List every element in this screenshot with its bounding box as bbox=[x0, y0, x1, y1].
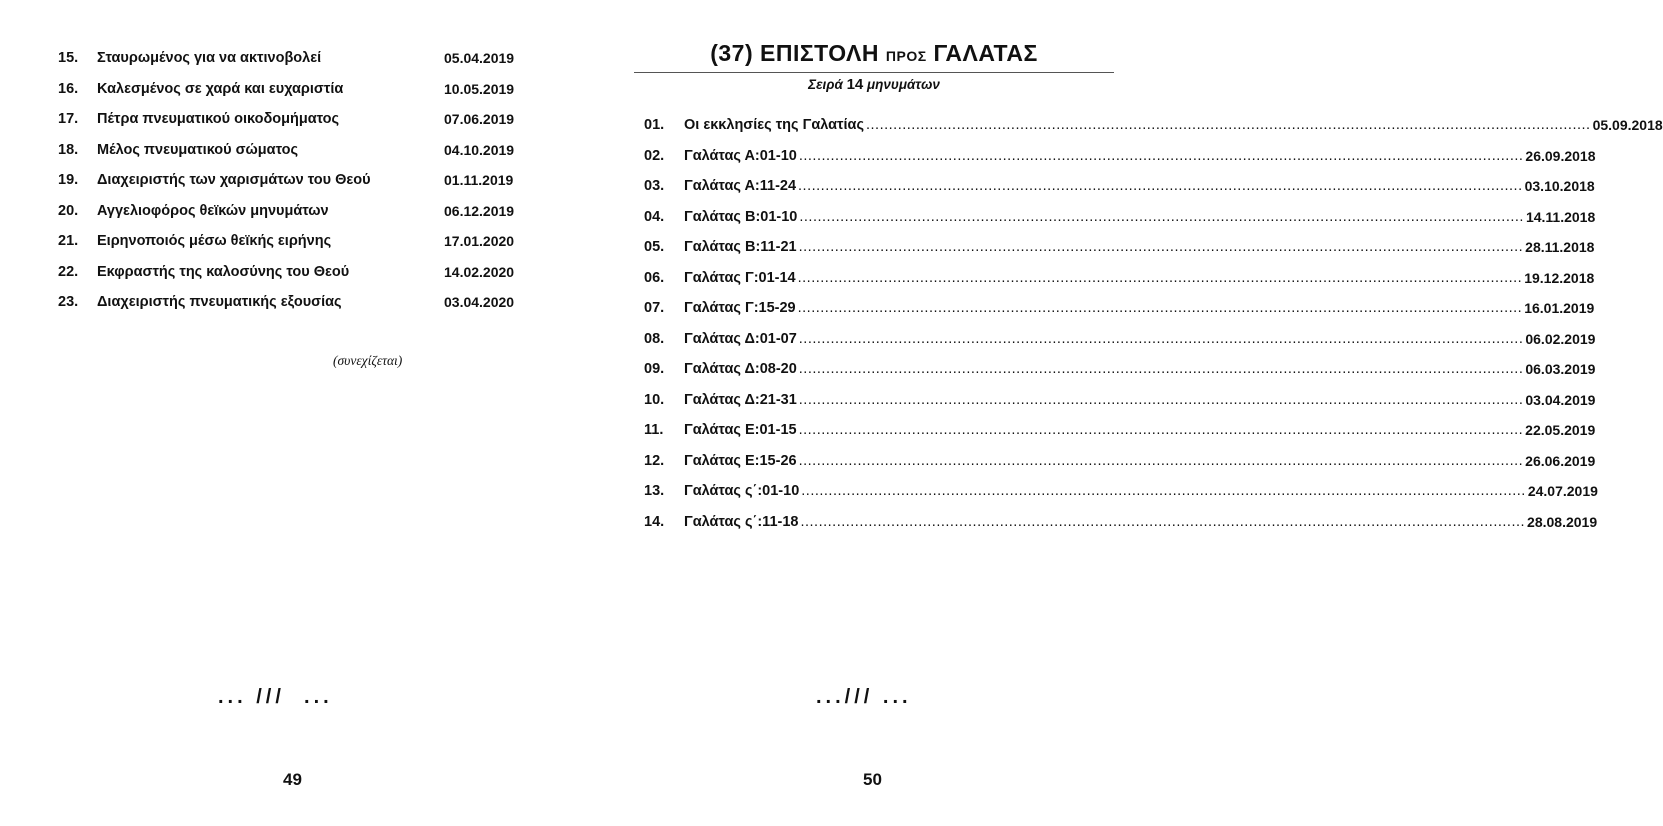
list-item bbox=[644, 236, 1595, 267]
item-date: 19.12.2018 bbox=[1524, 269, 1595, 286]
item-number: 22. bbox=[58, 263, 79, 280]
item-title: Γαλάτας ς΄:01-10 bbox=[684, 483, 800, 499]
item-date: 03.10.2018 bbox=[1524, 178, 1595, 194]
leader-dots: ................................................................................................................................................................ bbox=[798, 422, 1524, 438]
item-number: 03. bbox=[644, 178, 665, 194]
item-number: 23. bbox=[58, 294, 79, 310]
subtitle-suffix: μηνυμάτων bbox=[863, 77, 940, 92]
item-title: Εκφραστής της καλοσύνης του Θεού bbox=[97, 263, 350, 280]
leader-dots: ................................................................................................................................................................ bbox=[866, 117, 1591, 133]
item-title: Πέτρα πνευματικού οικοδομήματος bbox=[97, 111, 340, 127]
subtitle-prefix: Σειρά bbox=[808, 77, 847, 92]
item-date: 03.04.2020 bbox=[444, 294, 515, 310]
item-number: 17. bbox=[58, 111, 79, 127]
item-date: 01.11.2019 bbox=[444, 172, 514, 188]
leader-dots: ................................................................................................................................................................ bbox=[797, 269, 1523, 286]
leader-dots: ................................................................................................................................................................ bbox=[800, 513, 1526, 530]
item-title: Γαλάτας ς΄:11-18 bbox=[684, 513, 799, 530]
list-item bbox=[644, 145, 1596, 176]
item-title: Γαλάτας Δ:21-31 bbox=[684, 391, 797, 408]
item-number: 06. bbox=[644, 269, 665, 286]
item-date: 04.10.2019 bbox=[444, 141, 515, 158]
item-title: Καλεσμένος σε χαρά και ευχαριστία bbox=[97, 80, 344, 97]
item-date: 24.07.2019 bbox=[1527, 483, 1598, 499]
item-date: 05.09.2018 bbox=[1592, 117, 1663, 133]
item-entry bbox=[684, 358, 1596, 380]
leader-dots: ................................................................................................................................................................ bbox=[798, 361, 1524, 377]
item-title: Γαλάτας Ε:15-26 bbox=[684, 452, 797, 469]
list-item bbox=[644, 389, 1596, 420]
list-item bbox=[58, 291, 538, 322]
message-count: 14 bbox=[846, 76, 864, 93]
item-title: Οι εκκλησίες της Γαλατίας bbox=[684, 117, 864, 133]
item-date: 06.03.2019 bbox=[1525, 361, 1596, 377]
item-date: 16.01.2019 bbox=[1524, 300, 1595, 316]
item-title: Γαλάτας Β:11-21 bbox=[684, 239, 797, 255]
item-entry bbox=[684, 419, 1596, 441]
item-date: 07.06.2019 bbox=[444, 111, 515, 127]
item-entry bbox=[684, 328, 1596, 350]
leader-dots: ................................................................................................................................................................ bbox=[798, 178, 1523, 194]
item-title: Γαλάτας Α:11-24 bbox=[684, 178, 797, 194]
item-number: 16. bbox=[58, 80, 79, 97]
list-item bbox=[644, 114, 1663, 145]
item-number: 07. bbox=[644, 300, 665, 316]
list-item bbox=[58, 200, 538, 231]
item-number: 09. bbox=[644, 361, 665, 377]
title-divider bbox=[634, 72, 1114, 73]
item-number: 14. bbox=[644, 513, 665, 530]
leader-dots: ................................................................................................................................................................ bbox=[798, 391, 1524, 408]
title-suffix: ΓΑΛΑΤΑΣ bbox=[926, 40, 1038, 66]
section-separator: ... /// ... bbox=[218, 686, 333, 708]
item-title: Γαλάτας Α:01-10 bbox=[684, 147, 797, 164]
series-subtitle bbox=[634, 76, 1114, 93]
list-item bbox=[644, 450, 1596, 481]
item-entry bbox=[684, 145, 1596, 167]
list-item bbox=[644, 480, 1598, 511]
item-title: Γαλάτας Γ:15-29 bbox=[684, 300, 796, 316]
item-title: Σταυρωμένος για να ακτινοβολεί bbox=[97, 50, 322, 66]
item-number: 08. bbox=[644, 330, 665, 347]
title-prefix: (37) ΕΠΙΣΤΟΛΗ bbox=[710, 40, 886, 66]
leader-dots: ................................................................................................................................................................ bbox=[798, 452, 1524, 469]
page-number: 49 bbox=[283, 770, 302, 789]
list-item bbox=[644, 267, 1595, 298]
item-date: 03.04.2019 bbox=[1525, 391, 1596, 408]
list-item bbox=[58, 78, 538, 109]
item-number: 12. bbox=[644, 452, 665, 469]
list-item bbox=[644, 358, 1596, 389]
list-item bbox=[58, 261, 538, 292]
left-message-list bbox=[58, 47, 538, 322]
item-entry bbox=[684, 389, 1596, 411]
page-number: 50 bbox=[863, 770, 882, 789]
item-title: Αγγελιοφόρος θεϊκών μηνυμάτων bbox=[97, 202, 329, 219]
item-date: 06.02.2019 bbox=[1525, 330, 1596, 347]
title-small-word: ΠΡΟΣ bbox=[885, 48, 927, 64]
item-title: Γαλάτας Ε:01-15 bbox=[684, 422, 797, 438]
list-item bbox=[644, 206, 1596, 237]
item-date: 14.02.2020 bbox=[444, 263, 515, 280]
item-date: 14.11.2018 bbox=[1525, 208, 1596, 225]
item-date: 26.09.2018 bbox=[1525, 147, 1596, 164]
item-title: Ειρηνοποιός μέσω θεϊκής ειρήνης bbox=[97, 233, 332, 249]
item-date: 26.06.2019 bbox=[1525, 452, 1596, 469]
item-number: 19. bbox=[58, 172, 79, 188]
item-entry bbox=[684, 450, 1596, 472]
item-entry bbox=[684, 236, 1595, 258]
item-date: 22.05.2019 bbox=[1525, 422, 1596, 438]
leader-dots: ................................................................................................................................................................ bbox=[798, 330, 1524, 347]
item-number: 18. bbox=[58, 141, 79, 158]
list-item bbox=[58, 108, 538, 139]
item-number: 11. bbox=[644, 422, 664, 438]
item-title: Γαλάτας Β:01-10 bbox=[684, 208, 798, 225]
item-number: 02. bbox=[644, 147, 665, 164]
item-entry bbox=[684, 480, 1598, 502]
item-number: 05. bbox=[644, 239, 665, 255]
leader-dots: ................................................................................................................................................................ bbox=[799, 208, 1524, 225]
leader-dots: ................................................................................................................................................................ bbox=[798, 147, 1524, 164]
item-entry bbox=[684, 114, 1663, 136]
list-item bbox=[644, 511, 1598, 542]
item-date: 06.12.2019 bbox=[444, 202, 515, 219]
page-title bbox=[634, 40, 1114, 67]
item-entry bbox=[684, 297, 1595, 319]
item-number: 20. bbox=[58, 202, 79, 219]
right-message-list bbox=[644, 114, 1663, 541]
list-item bbox=[58, 47, 538, 78]
leader-dots: ................................................................................................................................................................ bbox=[801, 483, 1526, 499]
item-date: 28.08.2019 bbox=[1527, 513, 1598, 530]
item-number: 10. bbox=[644, 391, 665, 408]
right-page bbox=[584, 0, 1663, 826]
item-entry bbox=[684, 175, 1595, 197]
item-title: Μέλος πνευματικού σώματος bbox=[97, 141, 299, 158]
leader-dots: ................................................................................................................................................................ bbox=[798, 239, 1524, 255]
item-entry bbox=[684, 206, 1596, 228]
list-item bbox=[58, 169, 538, 200]
item-number: 21. bbox=[58, 233, 79, 249]
left-page bbox=[0, 0, 584, 826]
item-number: 15. bbox=[58, 50, 79, 66]
item-number: 01. bbox=[644, 117, 665, 133]
list-item bbox=[644, 175, 1595, 206]
item-date: 05.04.2019 bbox=[444, 50, 515, 66]
item-date: 17.01.2020 bbox=[444, 233, 515, 249]
item-title: Διαχειριστής πνευματικής εξουσίας bbox=[97, 294, 342, 310]
item-entry bbox=[684, 511, 1598, 533]
item-title: Γαλάτας Γ:01-14 bbox=[684, 269, 796, 286]
item-title: Γαλάτας Δ:08-20 bbox=[684, 361, 797, 377]
item-number: 04. bbox=[644, 208, 665, 225]
list-item bbox=[58, 139, 538, 170]
item-date: 28.11.2018 bbox=[1525, 239, 1595, 255]
item-date: 10.05.2019 bbox=[444, 80, 515, 97]
item-title: Γαλάτας Δ:01-07 bbox=[684, 330, 797, 347]
list-item bbox=[644, 297, 1595, 328]
list-item bbox=[644, 328, 1596, 359]
list-item bbox=[644, 419, 1596, 450]
continued-note: (συνεχίζεται) bbox=[333, 353, 403, 368]
item-entry bbox=[684, 267, 1595, 289]
item-title: Διαχειριστής των χαρισμάτων του Θεού bbox=[97, 172, 371, 188]
item-number: 13. bbox=[644, 483, 665, 499]
leader-dots: ................................................................................................................................................................ bbox=[797, 300, 1523, 316]
list-item bbox=[58, 230, 538, 261]
section-separator: .../// ... bbox=[816, 686, 912, 708]
